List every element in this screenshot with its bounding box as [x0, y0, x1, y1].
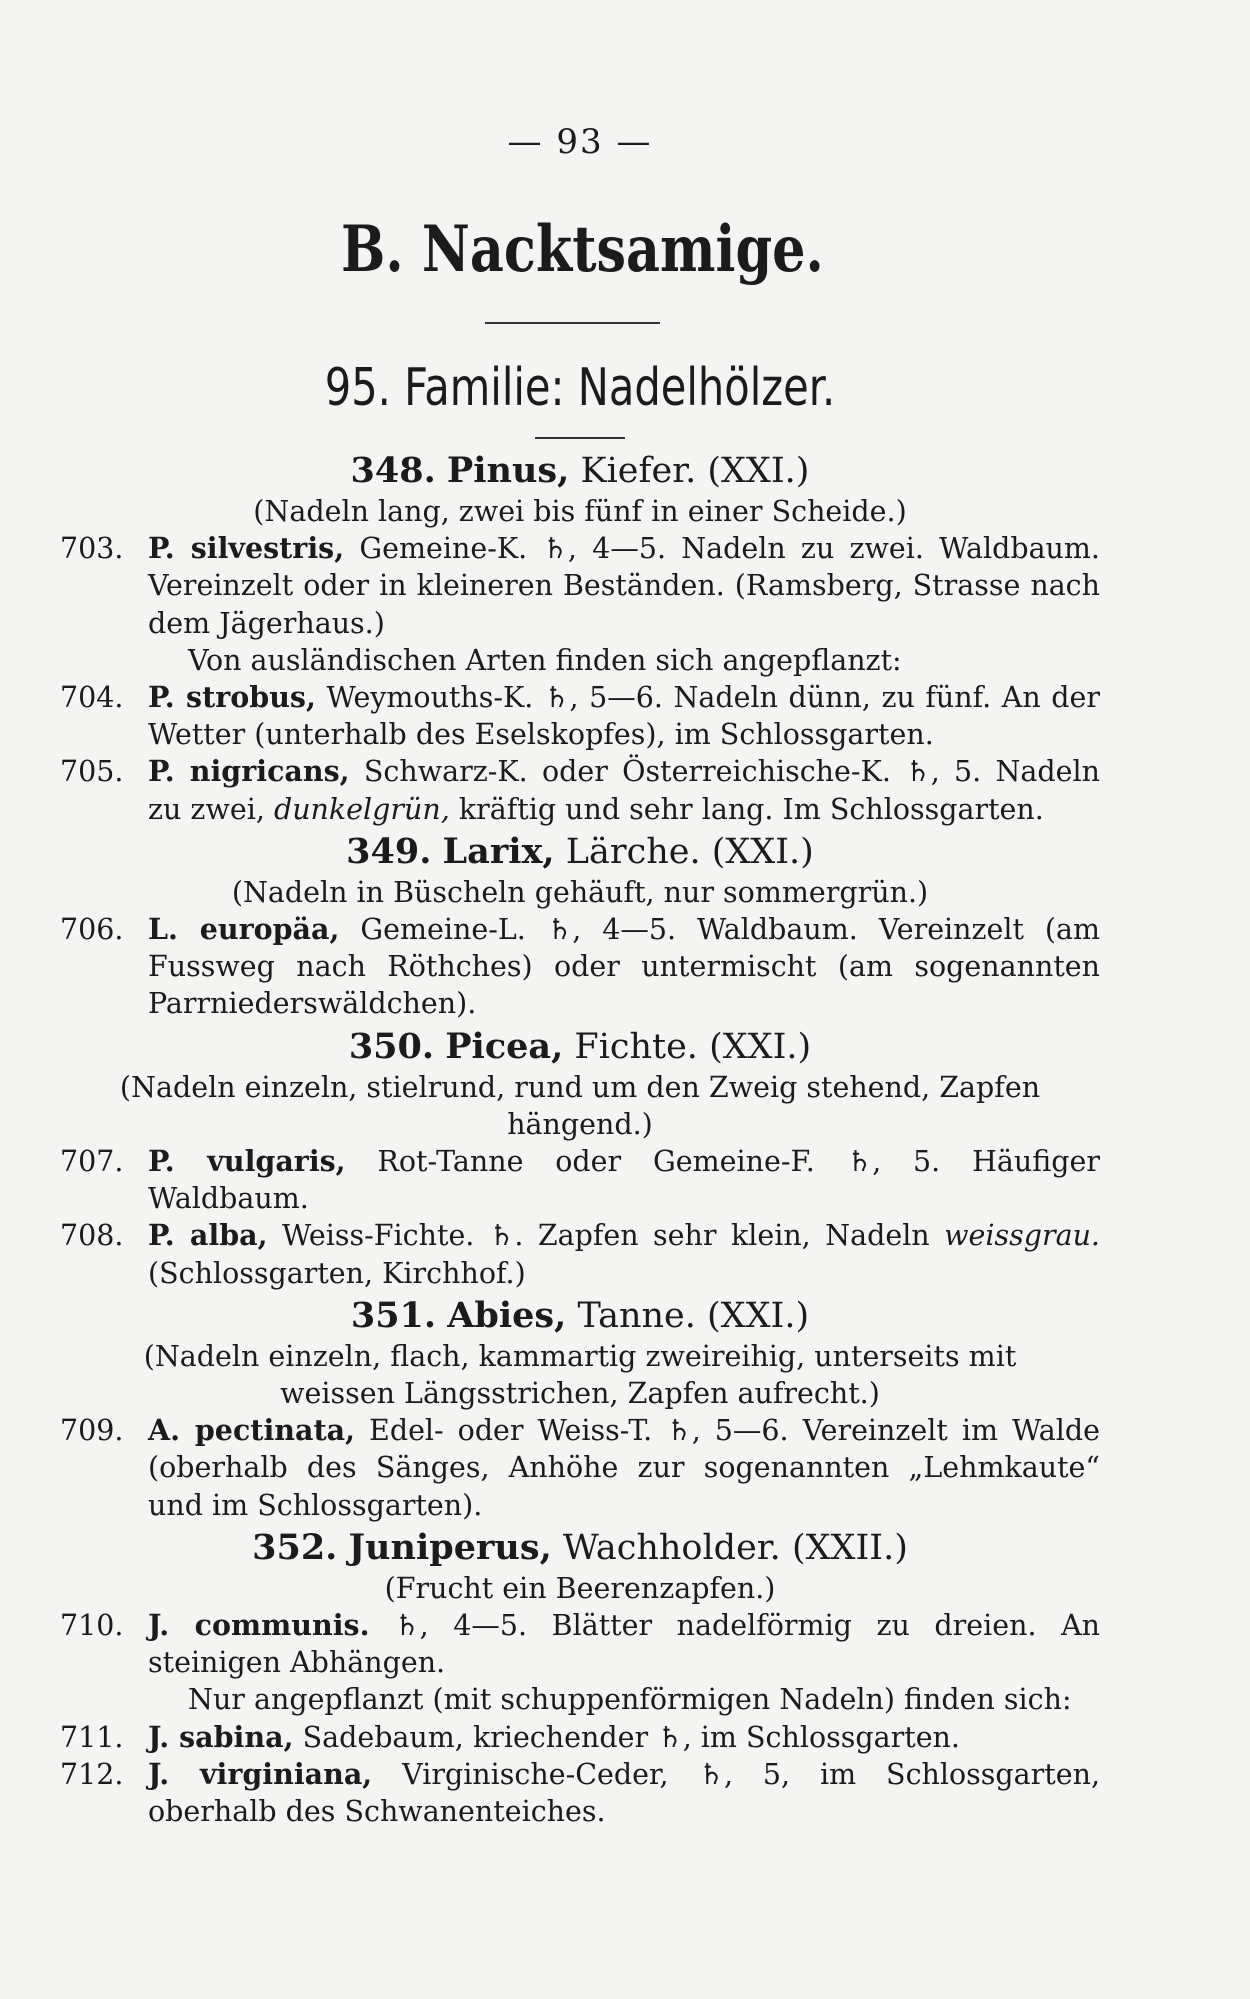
species-common: Weiss-Fichte. ♄.: [281, 1219, 524, 1253]
species-text: Vereinzelt im Walde (oberhalb des Sänges, Anhöhe zur sogenannten „Lehmkaute“ und im Schlossgarten).: [148, 1414, 1100, 1522]
species-common: Virginische-Ceder, ♄, 5,: [402, 1757, 791, 1791]
genus-class: (XXI.): [707, 451, 810, 491]
species-text: Nadeln zu zwei,: [148, 755, 1100, 826]
genus-class: (XXI.): [709, 1026, 812, 1067]
species-common: ♄, 4—5.: [394, 1609, 528, 1643]
species-number: 709.: [60, 1414, 124, 1448]
genus-note: (Nadeln lang, zwei bis fünf in einer Scheide.): [253, 495, 907, 528]
species-entry: [60, 1607, 1100, 1681]
species-text: Blätter nadelförmig zu dreien. An steinigen Abhängen.: [148, 1609, 1101, 1680]
species-entry: [60, 679, 1100, 753]
species-common: Edel- oder Weiss-T. ♄, 5—6.: [369, 1414, 789, 1448]
genus-common-name: Wachholder.: [562, 1527, 781, 1568]
species-common: Schwarz-K. oder Österreichische-K. ♄, 5.: [363, 755, 982, 789]
genus-common-name: Lärche.: [565, 831, 701, 872]
genus-number: 349.: [346, 830, 432, 872]
species-name: J. sabina,: [148, 1719, 294, 1754]
species-number: 705.: [60, 755, 124, 789]
genus-heading: [60, 1025, 1100, 1069]
species-common: Gemeine-L. ♄, 4—5.: [360, 913, 677, 947]
divider-rule: [535, 437, 625, 439]
genus-heading: [60, 1294, 1100, 1338]
species-number: 707.: [60, 1145, 124, 1179]
species-text: kräftig und sehr lang. Im Schlossgarten.: [458, 792, 1044, 826]
species-common: Sadebaum,: [302, 1720, 464, 1754]
genus-number: 352.: [252, 1526, 338, 1568]
species-entry: [60, 1412, 1100, 1524]
species-entry: [60, 1217, 1100, 1291]
genus-name: Larix,: [442, 830, 555, 872]
species-text: Häufiger Waldbaum.: [148, 1145, 1101, 1216]
species-text-italic: dunkelgrün,: [273, 792, 450, 826]
species-common: Weymouths-K. ♄, 5—6.: [326, 681, 663, 715]
body-text: [60, 447, 1100, 1830]
species-name: A. pectinata,: [148, 1413, 356, 1448]
genus-name: Picea,: [445, 1025, 564, 1067]
species-entry: [60, 1756, 1100, 1830]
divider-rule: [485, 322, 660, 324]
page-number: — 93 —: [507, 122, 653, 162]
genus-number: 350.: [348, 1025, 435, 1067]
species-number: 706.: [60, 913, 124, 947]
species-entry: [60, 1143, 1100, 1217]
species-name: L. europäa,: [148, 912, 340, 947]
genus-common-name: Fichte.: [574, 1026, 698, 1067]
species-name: P. alba,: [148, 1218, 268, 1253]
species-text: Zapfen sehr klein, Nadeln: [537, 1219, 930, 1253]
species-entry: [60, 911, 1100, 1023]
genus-heading: [60, 449, 1100, 493]
genus-number: 348.: [350, 450, 436, 491]
species-number: 712.: [60, 1757, 124, 1791]
species-name: J. virginiana,: [148, 1756, 373, 1791]
genus-note: (Nadeln einzeln, stielrund, rund um den Zweig stehend, Zapfen hängend.): [119, 1070, 1041, 1141]
genus-name: Abies,: [447, 1294, 567, 1336]
species-number: 711.: [60, 1720, 124, 1754]
species-text: Nadeln dünn, zu fünf. An der Wetter (unterhalb des Eselskopfes), im Schlossgarten.: [148, 681, 1100, 752]
species-name: P. strobus,: [148, 680, 316, 715]
genus-common-name: Kiefer.: [580, 451, 697, 491]
species-text-italic: weissgrau.: [944, 1219, 1100, 1253]
species-text: Waldbaum. Vereinzelt (am Fussweg nach Röthches) oder untermischt (am sogenannten Parrniederswäldchen).: [148, 913, 1101, 1021]
genus-class: (XXI.): [707, 1295, 810, 1336]
species-text: kriechender ♄, im Schlossgarten.: [472, 1720, 960, 1754]
species-text: (Schlossgarten, Kirchhof.): [148, 1256, 526, 1290]
genus-number: 351.: [350, 1294, 437, 1336]
species-number: 708.: [60, 1219, 124, 1253]
species-name: P. nigricans,: [148, 754, 350, 789]
genus-heading: [60, 830, 1100, 874]
genus-name: Pinus,: [446, 450, 570, 491]
sub-note: Von ausländischen Arten finden sich angepflanzt:: [188, 643, 902, 677]
species-text: Nadeln zu zwei. Waldbaum. Vereinzelt oder in kleineren Beständen. (Ramsberg, Strasse nach dem Jägerhaus.): [148, 532, 1100, 640]
species-number: 710.: [60, 1609, 124, 1643]
genus-class: (XXI.): [711, 831, 814, 872]
species-number: 703.: [60, 532, 124, 566]
genus-note: (Frucht ein Beerenzapfen.): [384, 1571, 776, 1605]
species-entry: [60, 1719, 1100, 1756]
species-name: J. communis.: [148, 1608, 370, 1643]
section-title: B. Nacktsamige.: [341, 212, 824, 287]
sub-note: Nur angepflanzt (mit schuppenförmigen Nadeln) finden sich:: [188, 1683, 1072, 1717]
genus-name: Juniperus,: [348, 1526, 552, 1568]
genus-note: (Nadeln in Büscheln gehäuft, nur sommergrün.): [231, 875, 929, 909]
species-number: 704.: [60, 681, 124, 715]
species-name: P. silvestris,: [148, 531, 345, 566]
genus-note: (Nadeln einzeln, flach, kammartig zweireihig, unterseits mit weissen Längsstrichen, Zapfen aufrecht.): [143, 1339, 1017, 1411]
family-title: 95. Familie: Nadelhölzer.: [324, 358, 836, 418]
species-name: P. vulgaris,: [148, 1144, 346, 1179]
genus-class: (XXII.): [791, 1527, 908, 1568]
species-common: Gemeine-K. ♄, 4—5.: [359, 532, 667, 566]
species-text: im Schlossgarten, oberhalb des Schwanenteiches.: [148, 1757, 1100, 1829]
genus-common-name: Tanne.: [577, 1295, 696, 1336]
species-entry: [60, 530, 1100, 642]
species-common: Rot-Tanne oder Gemeine-F. ♄, 5.: [377, 1145, 941, 1179]
genus-heading: [60, 1526, 1100, 1570]
species-entry: [60, 753, 1100, 827]
